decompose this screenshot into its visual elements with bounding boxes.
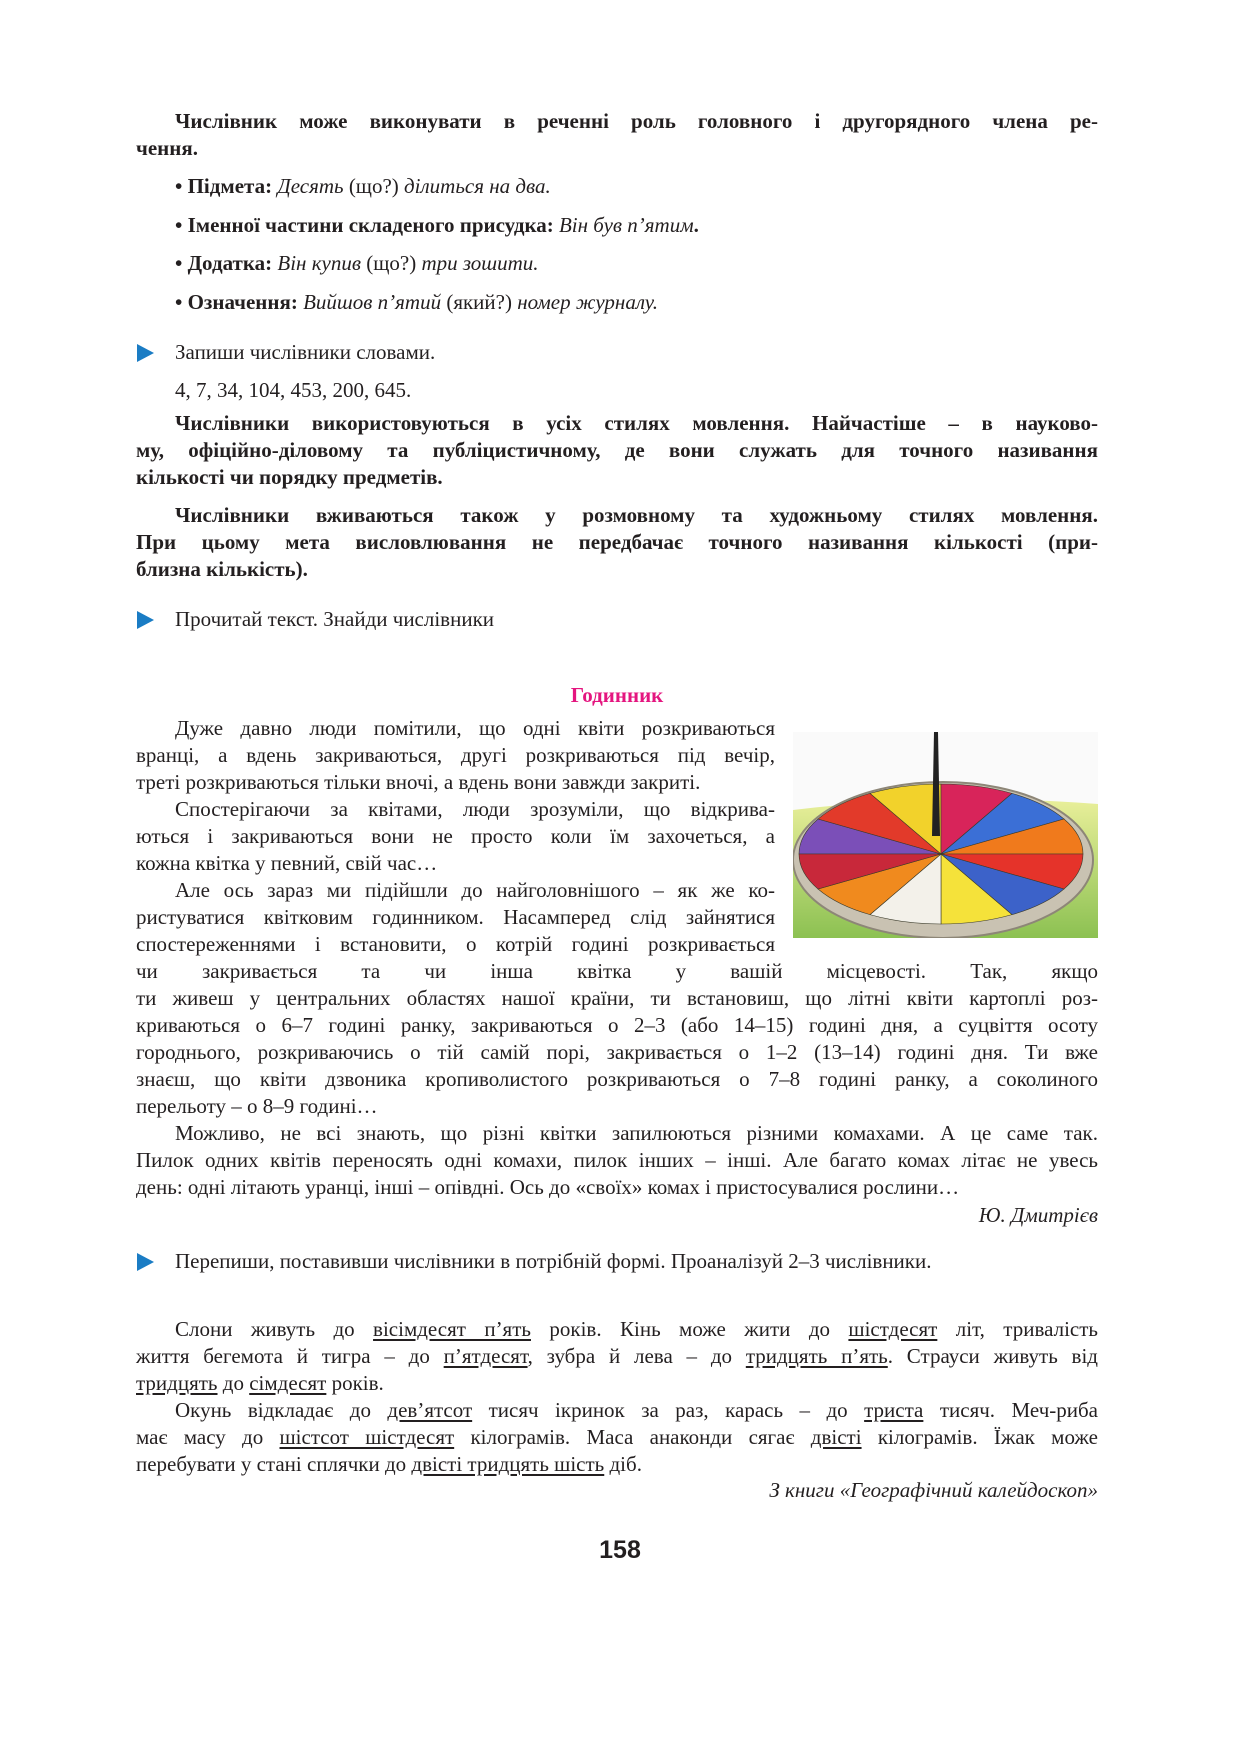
text-segment: (що?) — [360, 251, 422, 275]
paragraph — [136, 377, 1098, 404]
exercise-source: З книги «Географічний калейдоскоп» — [769, 1478, 1098, 1502]
text-segment: городнього, розкриваючись о тій самій порі, закривається о 1–2 (13–14) годині дня. Ти вже — [136, 1040, 1098, 1064]
text-segment: кілограмів. Їжак може — [861, 1425, 1098, 1449]
text-line — [136, 1424, 1098, 1451]
text-segment: три зошити. — [421, 251, 539, 275]
text-segment: ділиться на два. — [404, 174, 551, 198]
underlined-numeral: вісімдесят п’ять — [373, 1317, 531, 1341]
text-line — [136, 1316, 1098, 1343]
text-segment: треті розкриваються тільки вночі, а вдень вони завжди закриті. — [136, 770, 701, 794]
sentence-roles-list — [136, 167, 1098, 321]
text-segment: Він був п’ятим — [558, 212, 694, 237]
text-line — [136, 958, 1098, 985]
text-segment: років. Кінь може жити до — [530, 1317, 849, 1341]
text-segment: Числівники використовуються в усіх стилях мовлення. Найчастіше – в науково- — [175, 411, 1098, 435]
underlined-numeral: шістсот шістдесят — [279, 1425, 455, 1449]
text-segment: ти живеш у центральних областях нашої країни, ти встановиш, що літні квіти картоплі роз- — [136, 986, 1098, 1010]
text-segment: чення. — [136, 136, 198, 160]
paragraph — [136, 1120, 1098, 1201]
text-segment: кілограмів. Маса анаконди сягає — [454, 1425, 811, 1449]
underlined-numeral: тридцять п’ять — [745, 1344, 888, 1368]
text-segment: життя бегемота й тигра – до — [136, 1344, 444, 1368]
task-arrow-icon — [137, 611, 154, 629]
text-line — [136, 1397, 1098, 1424]
text-segment: Числівники вживаються також у розмовному та художньому стилях мовлення. — [175, 503, 1098, 527]
text-segment: • Підмета: — [175, 174, 273, 198]
rule-colloquial — [136, 502, 1098, 583]
text-segment: . Страуси живуть від — [887, 1344, 1098, 1368]
text-segment: • Іменної частини складеного присудка: — [175, 212, 554, 237]
underlined-numeral: двісті — [810, 1425, 862, 1449]
text-line — [136, 108, 1098, 135]
underlined-numeral: шістдесят — [848, 1317, 938, 1341]
underlined-numeral: триста — [864, 1398, 924, 1422]
text-segment: ються і закриваються вони не просто коли їм захочеться, а — [136, 824, 775, 848]
text-line — [136, 135, 1098, 162]
text-line — [136, 556, 1098, 583]
paragraph — [136, 502, 1098, 583]
text-segment: номер журналу. — [517, 289, 658, 314]
text-segment: . — [693, 212, 699, 237]
text-line — [136, 904, 775, 931]
task-text: Перепиши, поставивши числівники в потрібній формі. Проаналізуй 2–3 числівники. — [175, 1249, 932, 1273]
text-segment: має масу до — [136, 1425, 280, 1449]
paragraph — [136, 1397, 1098, 1478]
text-segment: • Додатка: — [175, 251, 273, 275]
text-segment: Дуже давно люди помітили, що одні квіти розкриваються — [175, 716, 775, 740]
underlined-numeral: п’ятдесят — [443, 1344, 528, 1368]
text-line — [136, 742, 775, 769]
task-arrow-icon — [137, 344, 154, 362]
text-segment: вранці, а вдень закриваються, другі розкриваються під вечір, — [136, 743, 775, 767]
text-segment: тисяч. Меч-риба — [923, 1398, 1098, 1422]
text-segment: перельоту – о 8–9 годині… — [136, 1094, 378, 1118]
paragraph — [136, 108, 1098, 162]
text-line — [136, 769, 775, 796]
text-segment: до — [217, 1371, 250, 1395]
text-line — [136, 1174, 1098, 1201]
text-line — [136, 283, 1098, 322]
text-line — [136, 1039, 1098, 1066]
text-line — [136, 715, 775, 742]
text-segment: • Означення: — [175, 289, 298, 314]
intro-rule — [136, 108, 1098, 162]
text-segment: му, офіційно-діловому та публіцистичному, де вони служать для точного називання — [136, 438, 1098, 462]
text-line — [136, 877, 775, 904]
text-line — [136, 410, 1098, 437]
text-segment: Пилок одних квітів переносять одні комахи, пилок інших – інші. Але багато комах літає не увесь — [136, 1148, 1098, 1172]
text-segment: чи закривається та чи інша квітка у вашій місцевості. Так, якщо — [136, 959, 1098, 983]
text-segment: кожна квітка у певний, свій час… — [136, 851, 438, 875]
text-segment: знаєш, що квіти дзвоника кропиволистого розкриваються о 7–8 годині ранку, а соколиного — [136, 1067, 1098, 1091]
text-segment: Можливо, не всі знають, що різні квітки запилюються різними комахами. А це саме так. — [175, 1121, 1098, 1145]
task-arrow-icon — [137, 1253, 154, 1271]
task-text: Прочитай текст. Знайди числівники — [175, 607, 495, 631]
text-line — [136, 850, 775, 877]
underlined-numeral: сімдесят — [249, 1371, 327, 1395]
text-line — [136, 377, 1098, 404]
numbers-list — [136, 377, 1098, 404]
story-title: Годинник — [570, 683, 664, 707]
text-segment: Слони живуть до — [175, 1317, 374, 1341]
page-number: 158 — [599, 1536, 641, 1564]
text-segment: Але ось зараз ми підійшли до найголовнішого – як же ко- — [175, 878, 775, 902]
text-line — [136, 1451, 1098, 1478]
text-line — [136, 1147, 1098, 1174]
flower-clock-illustration — [793, 732, 1098, 938]
text-segment: діб. — [604, 1452, 642, 1476]
text-segment: кількості чи порядку предметів. — [136, 465, 443, 489]
text-segment: При цьому мета висловлювання не передбачає точного називання кількості (при- — [136, 530, 1098, 554]
paragraph — [136, 410, 1098, 491]
text-segment: літ, тривалість — [937, 1317, 1098, 1341]
paragraph — [136, 1316, 1098, 1397]
task-text: Запиши числівники словами. — [175, 340, 436, 364]
text-line — [136, 437, 1098, 464]
text-line — [136, 1066, 1098, 1093]
task-rewrite — [137, 1248, 932, 1275]
task-write-words — [137, 339, 436, 366]
text-line — [136, 823, 775, 850]
underlined-numeral: двісті тридцять шість — [411, 1452, 605, 1476]
story-author: Ю. Дмитрієв — [978, 1203, 1098, 1227]
text-line — [136, 502, 1098, 529]
underlined-numeral: тридцять — [136, 1371, 218, 1395]
text-segment: Він купив — [277, 251, 361, 275]
text-line — [136, 464, 1098, 491]
text-segment: Спостерігаючи за квітами, люди зрозуміли, що відкрива- — [175, 797, 775, 821]
rule-styles — [136, 410, 1098, 491]
text-segment: близна кількість). — [136, 557, 308, 581]
text-line — [136, 1093, 1098, 1120]
text-line — [136, 244, 1098, 283]
text-segment: Десять — [277, 174, 344, 198]
text-line — [136, 1012, 1098, 1039]
text-segment: ристуватися квітковим годинником. Насамперед слід зайнятися — [136, 905, 775, 929]
text-line — [136, 985, 1098, 1012]
paragraph — [136, 167, 1098, 321]
text-line — [136, 931, 775, 958]
text-segment: (який?) — [441, 289, 518, 314]
text-line — [136, 796, 775, 823]
text-line — [136, 206, 1098, 245]
text-line — [136, 529, 1098, 556]
text-segment: спостереженнями і встановити, о котрій годині розкривається — [136, 932, 775, 956]
text-line — [136, 1120, 1098, 1147]
text-line — [136, 167, 1098, 206]
task-read-text — [137, 606, 495, 633]
text-segment: тисяч ікринок за раз, карась – до — [472, 1398, 865, 1422]
underlined-numeral: дев’ятсот — [387, 1398, 473, 1422]
text-segment: Вийшов п’ятий — [303, 289, 442, 314]
text-segment: криваються о 6–7 годині ранку, закриваються о 2–3 (або 14–15) годині дня, а суцвіття осоту — [136, 1013, 1098, 1037]
text-line — [136, 1343, 1098, 1370]
exercise-text — [136, 1316, 1098, 1478]
text-line — [136, 1370, 1098, 1397]
text-segment: перебувати у стані сплячки до — [136, 1452, 412, 1476]
text-segment: 4, 7, 34, 104, 453, 200, 645. — [175, 378, 412, 402]
text-segment: (що?) — [343, 174, 405, 198]
text-segment: , зубра й лева – до — [527, 1344, 746, 1368]
text-segment: Окунь відкладає до — [175, 1398, 388, 1422]
text-segment: років. — [326, 1371, 384, 1395]
text-segment: Числівник може виконувати в реченні роль головного і другорядного члена ре- — [175, 109, 1098, 133]
text-segment: день: одні літають уранці, інші – опівдні. Ось до «своїх» комах і пристосувалися рослини… — [136, 1175, 960, 1199]
